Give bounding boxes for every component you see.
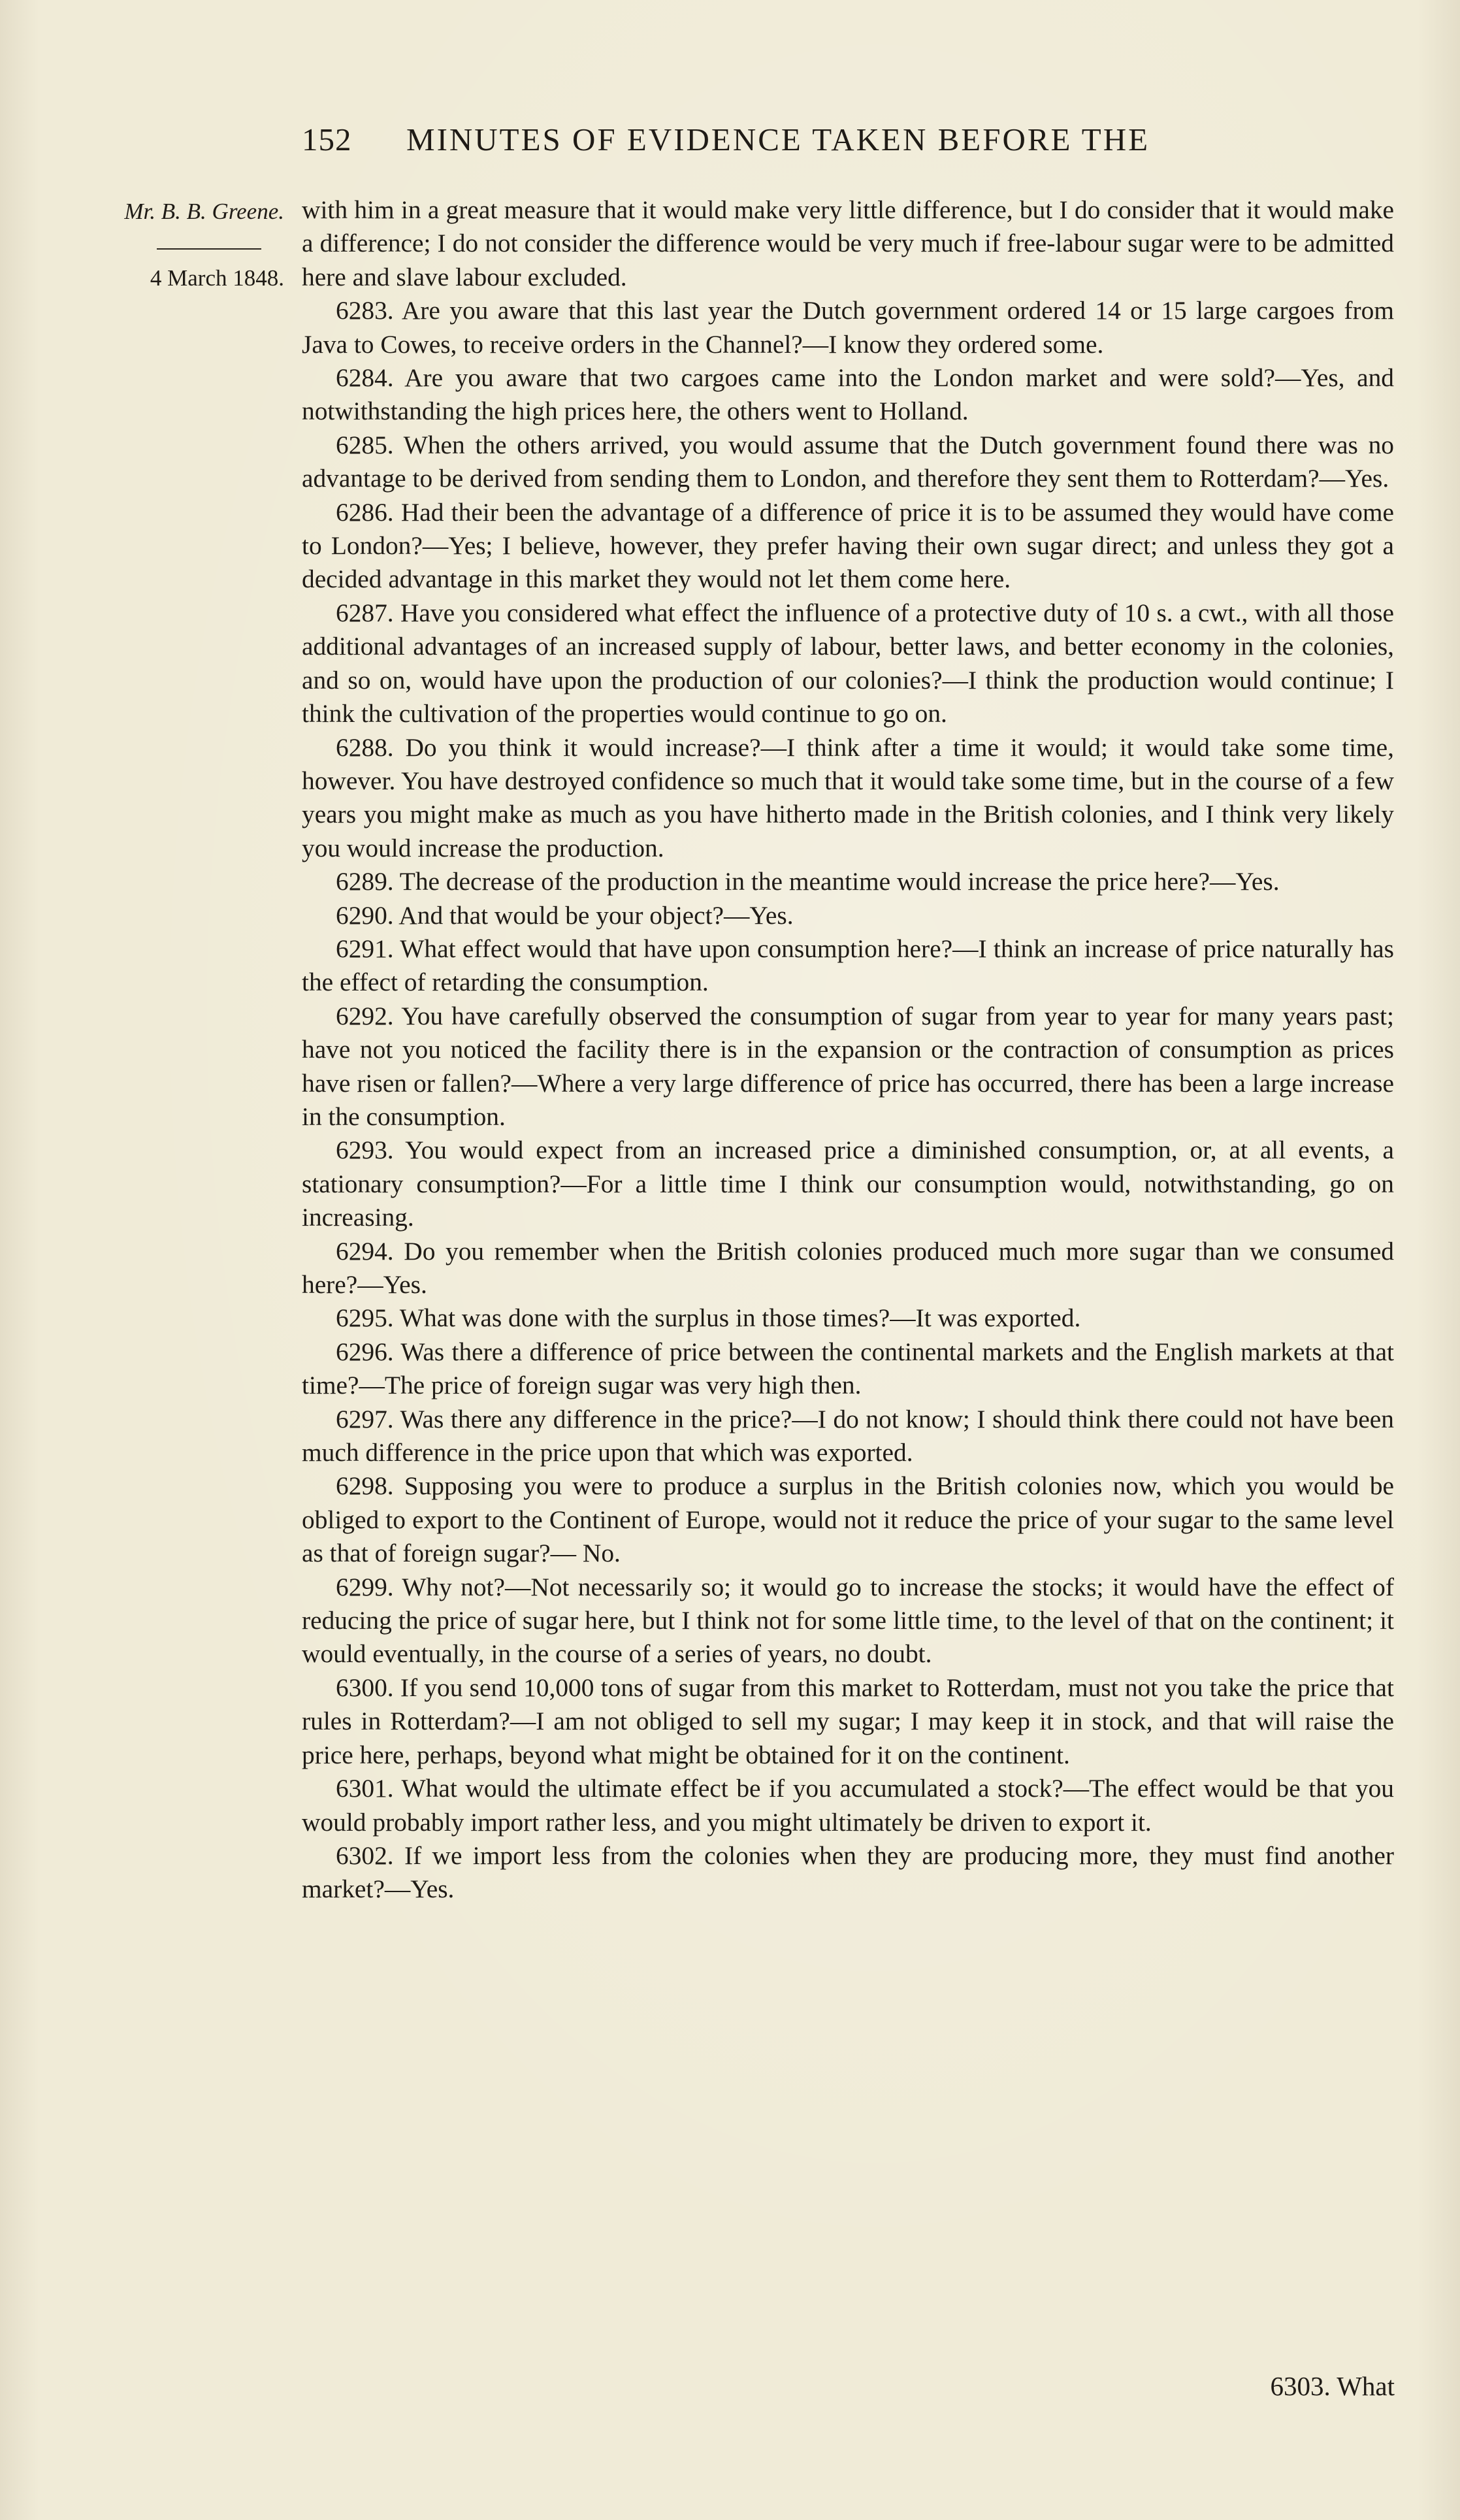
evidence-text: [302, 193, 1394, 1906]
question-6287: 6287. Have you considered what effect the influence of a protective duty of 10 s. a cwt., with all those additional advantages of an increased supply of labour, better laws, and better economy in the colonies, and so on, would have upon the production of our colonies?—I think the production would continue; I think the cultivation of the properties would continue to go on.: [302, 598, 1394, 728]
question-6302: 6302. If we import less from the colonies when they are producing more, they must find another market?—Yes.: [302, 1841, 1394, 1904]
question-6299: 6299. Why not?—Not necessarily so; it would go to increase the stocks; it would have the effect of reducing the price of sugar here, but I think not for some little time, to the level of that on the continent; it would eventually, in the course of a series of years, no doubt.: [302, 1572, 1394, 1669]
question-6284: 6284. Are you aware that two cargoes came into the London market and were sold?—Yes, and notwithstanding the high prices here, the others went to Holland.: [302, 363, 1394, 426]
margin-rule: [157, 248, 261, 250]
question-6301: 6301. What would the ultimate effect be if you accumulated a stock?—The effect would be that you would probably import rather less, and you might ultimately be driven to export it.: [302, 1774, 1394, 1837]
question-6288: 6288. Do you think it would increase?—I think after a time it would; it would take some time, however. You have destroyed confidence so much that it would take some time, but in the course of a few years you might make as much as you have hitherto made in the British colonies, and I think very likely you would increase the production.: [302, 732, 1394, 862]
question-6285: 6285. When the others arrived, you would assume that the Dutch government found there was no advantage to be derived from sending them to London, and therefore they sent them to Rotterdam?—Yes.: [302, 430, 1394, 493]
page-number: 152: [302, 122, 352, 157]
running-title: MINUTES OF EVIDENCE TAKEN BEFORE THE: [406, 122, 1150, 157]
question-6289: 6289. The decrease of the production in the meantime would increase the price here?—Yes.: [336, 867, 1280, 896]
question-6296: 6296. Was there a difference of price between the continental markets and the English markets at that time?—The price of foreign sugar was very high then.: [302, 1337, 1394, 1400]
paragraph-continuation: with him in a great measure that it would make very little difference, but I do consider that it would make a difference; I do not consider the difference would be very much if free-labour sugar were to be admitted here and slave labour excluded.: [302, 195, 1394, 291]
question-6283: 6283. Are you aware that this last year the Dutch government ordered 14 or 15 large cargoes from Java to Cowes, to receive orders in the Channel?—I know they ordered some.: [302, 296, 1394, 359]
question-6297: 6297. Was there any difference in the price?—I do not know; I should think there could not have been much difference in the price upon that which was exported.: [302, 1404, 1394, 1467]
witness-name: Mr. B. B. Greene.: [124, 199, 284, 224]
question-6286: 6286. Had their been the advantage of a difference of price it is to be assumed they would have come to London?—Yes; I believe, however, they prefer having their own sugar direct; and unless they got a decided advantage in this market they would not let them come here.: [302, 497, 1394, 594]
question-6290: 6290. And that would be your object?—Yes.: [336, 900, 794, 930]
margin-date: 4 March 1848.: [150, 265, 284, 291]
question-6298: 6298. Supposing you were to produce a surplus in the British colonies now, which you would be obliged to export to the Continent of Europe, would not it reduce the price of your sugar to the same level as that of foreign sugar?— No.: [302, 1471, 1394, 1568]
page-header: [302, 121, 1393, 158]
catchword: 6303. What: [1270, 2371, 1395, 2401]
question-6293: 6293. You would expect from an increased price a diminished consumption, or, at all events, a stationary consumption?—For a little time I think our consumption would, notwithstanding, go on increasing.: [302, 1136, 1394, 1232]
question-6300: 6300. If you send 10,000 tons of sugar from this market to Rotterdam, must not you take the price that rules in Rotterdam?—I am not obliged to sell my sugar; I may keep it in stock, and that will raise the price here, perhaps, beyond what might be obtained for it on the continent.: [302, 1673, 1394, 1769]
question-6295: 6295. What was done with the surplus in those times?—It was exported.: [336, 1303, 1081, 1333]
question-6294: 6294. Do you remember when the British colonies produced much more sugar than we consumed here?—Yes.: [302, 1236, 1394, 1299]
question-6291: 6291. What effect would that have upon consumption here?—I think an increase of price naturally has the effect of retarding the consumption.: [302, 934, 1394, 997]
question-6292: 6292. You have carefully observed the consumption of sugar from year to year for many years past; have not you noticed the facility there is in the expansion or the contraction of consumption as prices have risen or fallen?—Where a very large difference of price has occurred, there has been a large increase in the consumption.: [302, 1001, 1394, 1131]
margin-witness-name: [85, 196, 284, 227]
